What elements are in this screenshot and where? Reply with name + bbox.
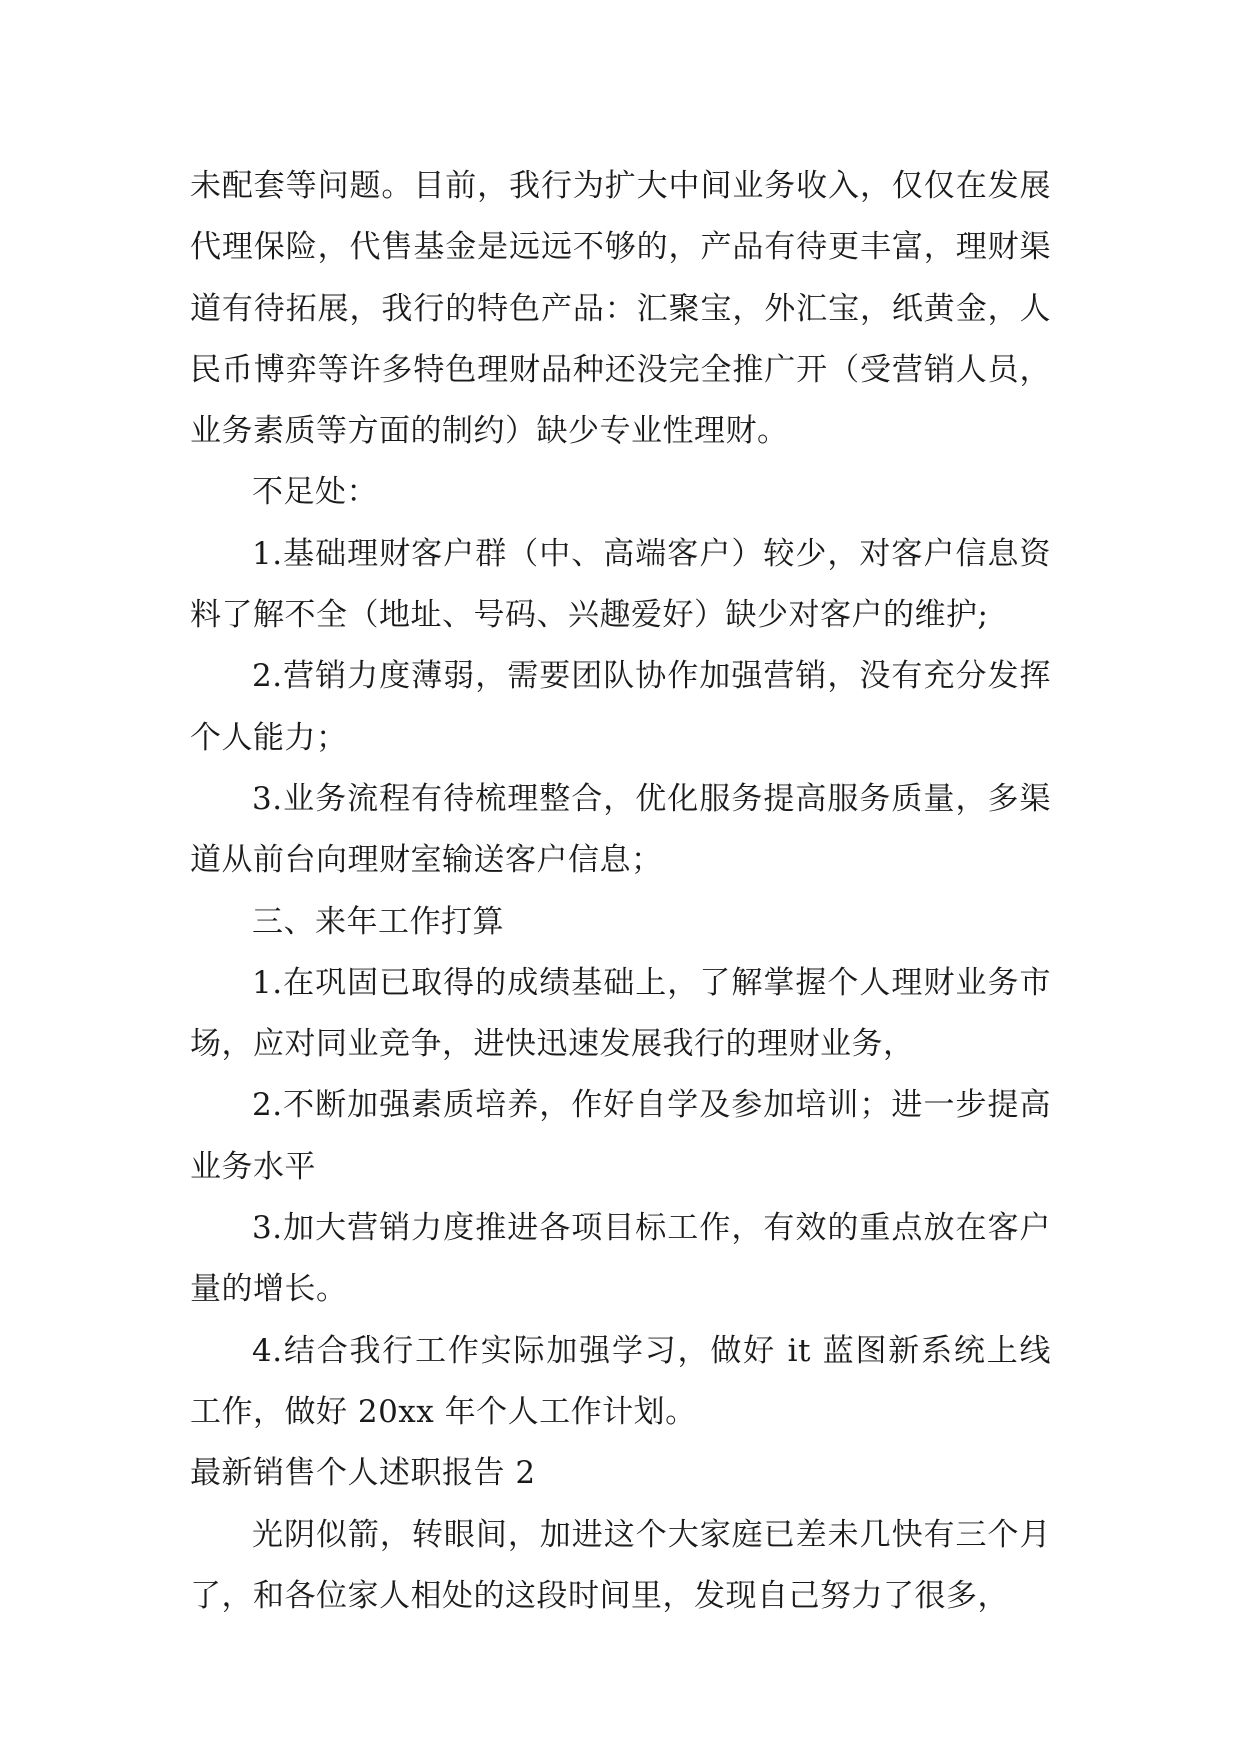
list-item-plan-2: 2.不断加强素质培养，作好自学及参加培训；进一步提高业务水平 [190,1087,1051,1185]
list-item-plan-4: 4.结合我行工作实际加强学习，做好 it 蓝图新系统上线工作，做好 20xx 年个人工作计划。 [190,1332,1051,1430]
list-item-shortcoming-1: 1.基础理财客户群（中、高端客户）较少，对客户信息资料了解不全（地址、号码、兴趣爱好）缺少对客户的维护; [190,535,1051,634]
section-label-shortcomings: 不足处： [252,474,378,511]
document-page [190,156,1051,1627]
list-item-shortcoming-3: 3.业务流程有待梳理整合，优化服务提高服务质量，多渠道从前台向理财室输送客户信息； [190,780,1051,879]
body-paragraph: 未配套等问题。目前，我行为扩大中间业务收入，仅仅在发展代理保险，代售基金是远远不够的，产品有待更丰富，理财渠道有待拓展，我行的特色产品：汇聚宝，外汇宝，纸黄金，人民币博弈等许多特色理财品种还没完全推广开（受营销人员，业务素质等方面的制约）缺少专业性理财。 [190,168,1051,450]
section-heading-next-year-plan: 三、来年工作打算 [252,903,504,940]
list-item-plan-1: 1.在巩固已取得的成绩基础上，了解掌握个人理财业务市场，应对同业竞争，进快迅速发展我行的理财业务， [190,964,1051,1063]
report-title: 最新销售个人述职报告 2 [190,1455,536,1492]
list-item-shortcoming-2: 2.营销力度薄弱，需要团队协作加强营销，没有充分发挥个人能力； [190,658,1051,756]
body-paragraph: 光阴似箭，转眼间，加进这个大家庭已差未几快有三个月了，和各位家人相处的这段时间里，发现自己努力了很多， [190,1516,1051,1614]
list-item-plan-3: 3.加大营销力度推进各项目标工作，有效的重点放在客户量的增长。 [190,1210,1051,1308]
